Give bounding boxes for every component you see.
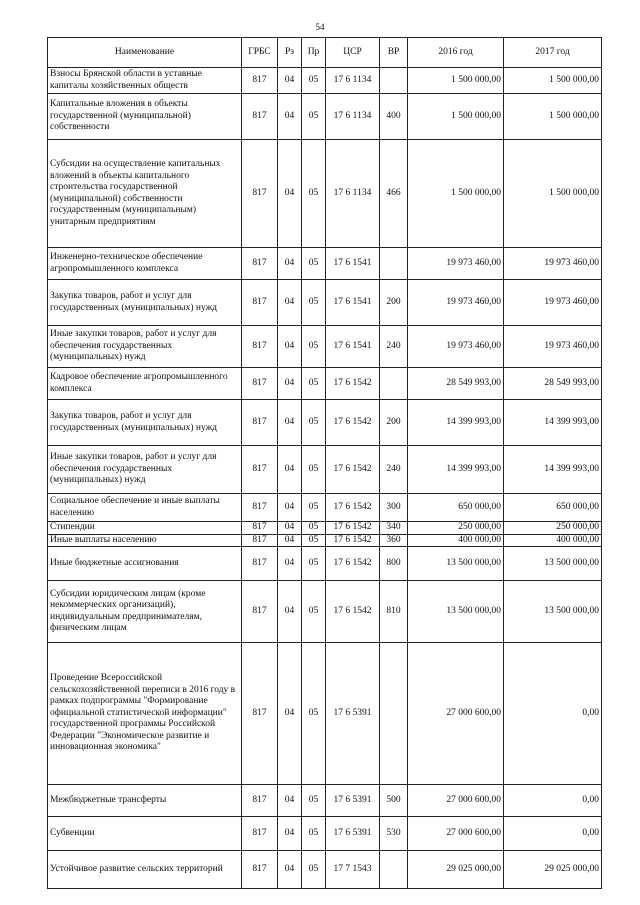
row-2017: 19 973 460,00 — [504, 248, 602, 280]
row-vr: 400 — [380, 94, 408, 140]
row-csr: 17 6 1542 — [326, 494, 380, 522]
header-csr: ЦСР — [326, 38, 380, 68]
row-name: Иные закупки товаров, работ и услуг для обеспечения государственных (муниципальных) нужд — [48, 326, 242, 368]
row-vr: 340 — [380, 522, 408, 535]
row-grbs: 817 — [242, 140, 278, 248]
row-grbs: 817 — [242, 494, 278, 522]
row-2016: 13 500 000,00 — [408, 581, 504, 643]
header-2017: 2017 год — [504, 38, 602, 68]
row-csr: 17 6 1542 — [326, 368, 380, 400]
budget-table — [47, 37, 602, 889]
row-vr: 800 — [380, 547, 408, 581]
row-name: Иные закупки товаров, работ и услуг для обеспечения государственных (муниципальных) нужд — [48, 446, 242, 494]
row-csr: 17 6 1542 — [326, 534, 380, 547]
row-csr: 17 6 1541 — [326, 280, 380, 326]
row-grbs: 817 — [242, 534, 278, 547]
row-rz: 04 — [278, 68, 302, 94]
row-2016: 1 500 000,00 — [408, 140, 504, 248]
row-2017: 14 399 993,00 — [504, 446, 602, 494]
row-2017: 29 025 000,00 — [504, 851, 602, 889]
row-vr: 240 — [380, 326, 408, 368]
row-vr — [380, 643, 408, 785]
row-csr: 17 6 1542 — [326, 581, 380, 643]
row-name: Субвенции — [48, 817, 242, 851]
row-2016: 27 000 600,00 — [408, 643, 504, 785]
header-grbs: ГРБС — [242, 38, 278, 68]
row-rz: 04 — [278, 581, 302, 643]
row-2016: 13 500 000,00 — [408, 547, 504, 581]
row-pr: 05 — [302, 248, 326, 280]
header-2016: 2016 год — [408, 38, 504, 68]
row-csr: 17 7 1543 — [326, 851, 380, 889]
row-grbs: 817 — [242, 547, 278, 581]
row-pr: 05 — [302, 643, 326, 785]
row-rz: 04 — [278, 785, 302, 817]
row-vr: 500 — [380, 785, 408, 817]
row-2017: 14 399 993,00 — [504, 400, 602, 446]
row-rz: 04 — [278, 522, 302, 535]
row-name: Межбюджетные трансферты — [48, 785, 242, 817]
row-grbs: 817 — [242, 522, 278, 535]
row-2016: 19 973 460,00 — [408, 326, 504, 368]
row-pr: 05 — [302, 494, 326, 522]
row-pr: 05 — [302, 522, 326, 535]
row-csr: 17 6 1134 — [326, 140, 380, 248]
row-name: Устойчивое развитие сельских территорий — [48, 851, 242, 889]
page-number: 54 — [315, 22, 325, 32]
row-rz: 04 — [278, 534, 302, 547]
row-name: Субсидии на осуществление капитальных вложений в объекты капитального строительства государственной (муниципальной) собственности государственным (муниципальным) унитарным предприятиям — [48, 140, 242, 248]
row-pr: 05 — [302, 851, 326, 889]
row-rz: 04 — [278, 446, 302, 494]
row-2016: 650 000,00 — [408, 494, 504, 522]
row-csr: 17 6 1542 — [326, 446, 380, 494]
row-grbs: 817 — [242, 248, 278, 280]
row-vr — [380, 248, 408, 280]
row-name: Иные выплаты населению — [48, 534, 242, 547]
row-grbs: 817 — [242, 68, 278, 94]
row-rz: 04 — [278, 140, 302, 248]
row-name: Взносы Брянской области в уставные капиталы хозяйственных обществ — [48, 68, 242, 94]
row-name: Иные бюджетные ассигнования — [48, 547, 242, 581]
row-rz: 04 — [278, 326, 302, 368]
row-grbs: 817 — [242, 280, 278, 326]
row-2016: 1 500 000,00 — [408, 94, 504, 140]
row-rz: 04 — [278, 494, 302, 522]
row-2017: 1 500 000,00 — [504, 140, 602, 248]
row-name: Капитальные вложения в объекты государственной (муниципальной) собственности — [48, 94, 242, 140]
row-pr: 05 — [302, 446, 326, 494]
row-rz: 04 — [278, 400, 302, 446]
row-name: Закупка товаров, работ и услуг для государственных (муниципальных) нужд — [48, 280, 242, 326]
row-pr: 05 — [302, 400, 326, 446]
row-rz: 04 — [278, 643, 302, 785]
row-pr: 05 — [302, 140, 326, 248]
row-pr: 05 — [302, 581, 326, 643]
table-row — [48, 851, 602, 889]
row-2016: 27 000 600,00 — [408, 817, 504, 851]
table-row — [48, 785, 602, 817]
row-vr — [380, 851, 408, 889]
row-pr: 05 — [302, 368, 326, 400]
row-rz: 04 — [278, 248, 302, 280]
row-rz: 04 — [278, 851, 302, 889]
header-row — [48, 38, 602, 68]
row-csr: 17 6 1542 — [326, 522, 380, 535]
row-name: Закупка товаров, работ и услуг для государственных (муниципальных) нужд — [48, 400, 242, 446]
row-rz: 04 — [278, 547, 302, 581]
row-csr: 17 6 1541 — [326, 248, 380, 280]
row-pr: 05 — [302, 326, 326, 368]
row-grbs: 817 — [242, 785, 278, 817]
table-row — [48, 581, 602, 643]
row-2017: 13 500 000,00 — [504, 547, 602, 581]
row-grbs: 817 — [242, 368, 278, 400]
row-2017: 250 000,00 — [504, 522, 602, 535]
table-row — [48, 326, 602, 368]
row-2017: 19 973 460,00 — [504, 326, 602, 368]
row-pr: 05 — [302, 785, 326, 817]
row-grbs: 817 — [242, 446, 278, 494]
row-name: Проведение Всероссийской сельскохозяйственной переписи в 2016 году в рамках подпрограммы "Формирование официальной статистической информации" государственной программы Российской Федерации "Экономическое развитие и инновационная экономика" — [48, 643, 242, 785]
row-2017: 13 500 000,00 — [504, 581, 602, 643]
row-csr: 17 6 5391 — [326, 785, 380, 817]
row-vr: 240 — [380, 446, 408, 494]
row-2016: 29 025 000,00 — [408, 851, 504, 889]
table-row — [48, 140, 602, 248]
row-grbs: 817 — [242, 400, 278, 446]
row-rz: 04 — [278, 817, 302, 851]
row-grbs: 817 — [242, 326, 278, 368]
row-grbs: 817 — [242, 643, 278, 785]
row-vr: 200 — [380, 280, 408, 326]
row-2017: 19 973 460,00 — [504, 280, 602, 326]
table-row — [48, 280, 602, 326]
row-2016: 14 399 993,00 — [408, 400, 504, 446]
row-pr: 05 — [302, 68, 326, 94]
row-csr: 17 6 1541 — [326, 326, 380, 368]
row-pr: 05 — [302, 534, 326, 547]
row-2016: 400 000,00 — [408, 534, 504, 547]
header-pr: Пр — [302, 38, 326, 68]
row-grbs: 817 — [242, 94, 278, 140]
table-row — [48, 446, 602, 494]
row-2016: 28 549 993,00 — [408, 368, 504, 400]
table-row — [48, 534, 602, 547]
table-row — [48, 547, 602, 581]
row-vr: 530 — [380, 817, 408, 851]
row-2017: 1 500 000,00 — [504, 94, 602, 140]
row-pr: 05 — [302, 817, 326, 851]
row-csr: 17 6 1134 — [326, 94, 380, 140]
row-name: Кадровое обеспечение агропромышленного комплекса — [48, 368, 242, 400]
row-csr: 17 6 5391 — [326, 817, 380, 851]
row-name: Инженерно-техническое обеспечение агропромышленного комплекса — [48, 248, 242, 280]
header-name: Наименование — [48, 38, 242, 68]
row-2016: 14 399 993,00 — [408, 446, 504, 494]
row-vr: 466 — [380, 140, 408, 248]
table-row — [48, 494, 602, 522]
row-csr: 17 6 1542 — [326, 400, 380, 446]
row-rz: 04 — [278, 368, 302, 400]
table-row — [48, 68, 602, 94]
row-vr: 360 — [380, 534, 408, 547]
row-2017: 0,00 — [504, 817, 602, 851]
row-vr — [380, 68, 408, 94]
row-grbs: 817 — [242, 817, 278, 851]
row-vr — [380, 368, 408, 400]
row-2016: 250 000,00 — [408, 522, 504, 535]
table-row — [48, 248, 602, 280]
row-vr: 200 — [380, 400, 408, 446]
row-csr: 17 6 5391 — [326, 643, 380, 785]
row-pr: 05 — [302, 94, 326, 140]
header-rz: Рз — [278, 38, 302, 68]
table-row — [48, 522, 602, 535]
row-pr: 05 — [302, 547, 326, 581]
table-row — [48, 368, 602, 400]
row-vr: 810 — [380, 581, 408, 643]
row-csr: 17 6 1542 — [326, 547, 380, 581]
table-row — [48, 643, 602, 785]
row-2016: 19 973 460,00 — [408, 248, 504, 280]
row-name: Стипендии — [48, 522, 242, 535]
row-grbs: 817 — [242, 581, 278, 643]
row-name: Социальное обеспечение и иные выплаты населению — [48, 494, 242, 522]
row-2016: 27 000 600,00 — [408, 785, 504, 817]
row-csr: 17 6 1134 — [326, 68, 380, 94]
row-2017: 0,00 — [504, 785, 602, 817]
row-2017: 400 000,00 — [504, 534, 602, 547]
row-2017: 1 500 000,00 — [504, 68, 602, 94]
row-grbs: 817 — [242, 851, 278, 889]
row-2017: 0,00 — [504, 643, 602, 785]
row-name: Субсидии юридическим лицам (кроме некоммерческих организаций), индивидуальным предпринимателям, физическим лицам — [48, 581, 242, 643]
header-vr: ВР — [380, 38, 408, 68]
table-row — [48, 94, 602, 140]
row-rz: 04 — [278, 280, 302, 326]
row-2016: 19 973 460,00 — [408, 280, 504, 326]
row-2017: 650 000,00 — [504, 494, 602, 522]
table-row — [48, 817, 602, 851]
row-2016: 1 500 000,00 — [408, 68, 504, 94]
row-2017: 28 549 993,00 — [504, 368, 602, 400]
row-vr: 300 — [380, 494, 408, 522]
row-pr: 05 — [302, 280, 326, 326]
table-row — [48, 400, 602, 446]
row-rz: 04 — [278, 94, 302, 140]
